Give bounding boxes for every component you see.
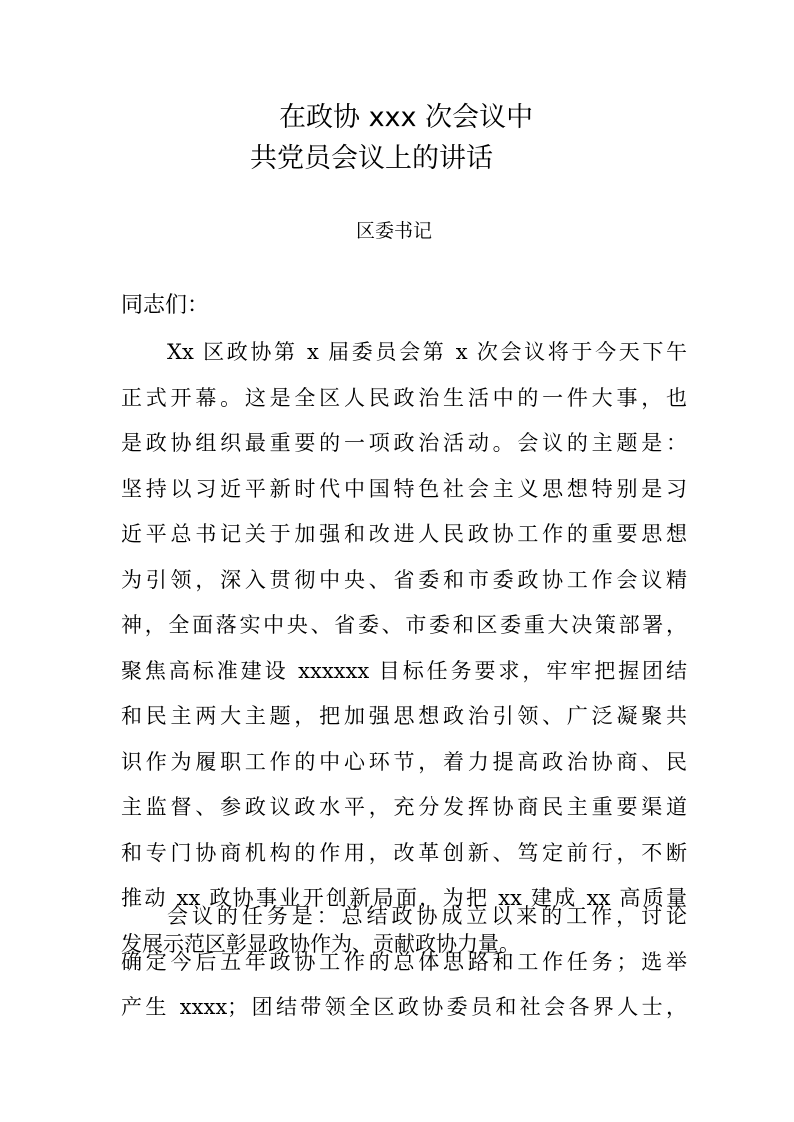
salutation: 同志们：: [121, 293, 210, 318]
paragraph-line: Xx 区政协第 x 届委员会第 x 次会议将于今天下午: [167, 340, 687, 364]
paragraph-line: 会议的任务是：总结政协成立以来的工作，讨论: [167, 904, 687, 928]
speaker-line: 区委书记: [356, 220, 433, 242]
paragraph-line: 和专门协商机构的作用，改革创新、笃定前行，不断: [121, 840, 687, 865]
paragraph-line: 为引领，深入贯彻中央、省委和市委政协工作会议精: [121, 567, 687, 592]
paragraph-line: 正式开幕。这是全区人民政治生活中的一件大事，也: [121, 385, 687, 410]
paragraph-line: 近平总书记关于加强和改进人民政协工作的重要思想: [121, 522, 687, 546]
title-line-2: 共党员会议上的讲话: [250, 143, 493, 174]
paragraph-1: [121, 330, 687, 967]
paragraph-line: 是政协组织最重要的一项政治活动。会议的主题是：: [121, 431, 687, 455]
paragraph-line: 识作为履职工作的中心环节，着力提高政治协商、民: [121, 749, 687, 774]
title-line-1: 在政协 xxx 次会议中: [279, 102, 534, 133]
paragraph-line: 和民主两大主题，把加强思想政治引领、广泛凝聚共: [121, 704, 687, 728]
paragraph-2: [121, 894, 687, 1031]
paragraph-line: 发展示范区彰显政协作为、贡献政协力量。: [121, 931, 520, 956]
paragraph-line: 主监督、参政议政水平，充分发挥协商民主重要渠道: [121, 795, 687, 819]
paragraph-line: 推动 xx 政协事业开创新局面，为把 xx 建成 xx 高质量: [121, 886, 687, 910]
paragraph-line: 确定今后五年政协工作的总体思路和工作任务；选举: [121, 949, 687, 974]
paragraph-line: 神，全面落实中央、省委、市委和区委重大决策部署，: [121, 613, 687, 637]
paragraph-line: 产生 xxxx；团结带领全区政协委员和社会各界人士，: [121, 995, 687, 1019]
paragraph-line: 聚焦高标准建设 xxxxxx 目标任务要求，牢牢把握团结: [121, 658, 687, 683]
paragraph-line: 坚持以习近平新时代中国特色社会主义思想特别是习: [121, 476, 687, 501]
